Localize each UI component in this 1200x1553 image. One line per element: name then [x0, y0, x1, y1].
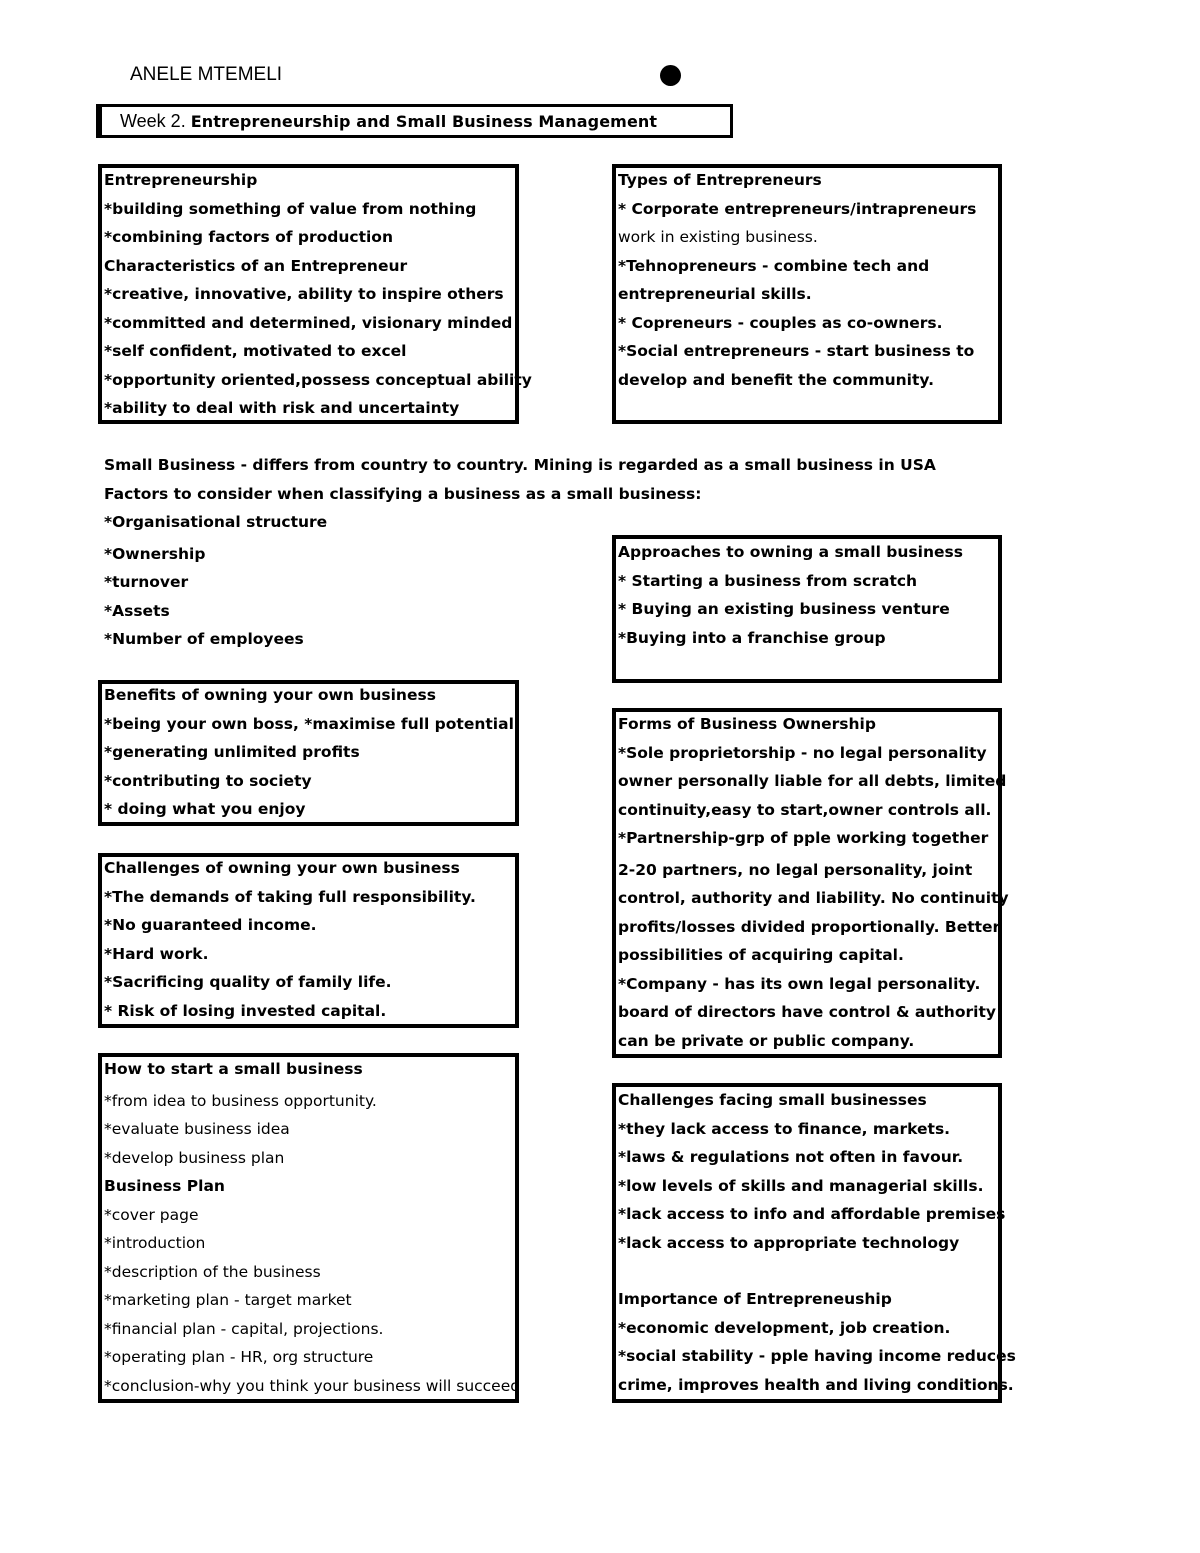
- list-item: *description of the business: [104, 1262, 321, 1281]
- list-item: * Copreneurs - couples as co-owners.: [618, 313, 943, 332]
- list-item: *Ownership: [104, 544, 206, 563]
- list-item: board of directors have control & authority: [618, 1003, 996, 1021]
- list-item: *No guaranteed income.: [104, 916, 317, 934]
- list-item: *economic development, job creation.: [618, 1318, 951, 1337]
- section-heading: Approaches to owning a small business: [618, 543, 963, 561]
- list-item: *Tehnopreneurs - combine tech and: [618, 256, 930, 275]
- list-item: *being your own boss, *maximise full potential: [104, 714, 514, 733]
- list-item: *ability to deal with risk and uncertainty: [104, 399, 460, 417]
- list-item: *develop business plan: [104, 1148, 285, 1167]
- list-item: *Social entrepreneurs - start business to: [618, 342, 975, 360]
- list-item: *Partnership-grp of pple working together: [618, 829, 989, 847]
- section-heading: Importance of Entrepreneuship: [618, 1290, 892, 1308]
- how-to-start-text: [104, 1055, 520, 1400]
- page-title: [96, 104, 733, 138]
- list-item: *creative, innovative, ability to inspire others: [104, 285, 504, 303]
- list-item: *Organisational structure: [104, 513, 328, 531]
- list-item: *self confident, motivated to excel: [104, 342, 407, 360]
- list-item: *financial plan - capital, projections.: [104, 1319, 384, 1338]
- list-item: * Risk of losing invested capital.: [104, 1001, 387, 1020]
- section-heading: Business Plan: [104, 1177, 225, 1195]
- list-item: *lack access to appropriate technology: [618, 1233, 960, 1252]
- list-item: develop and benefit the community.: [618, 370, 934, 389]
- list-item: work in existing business.: [618, 228, 818, 246]
- list-item: * doing what you enjoy: [104, 800, 306, 818]
- section-heading: Types of Entrepreneurs: [618, 171, 822, 189]
- list-item: *introduction: [104, 1234, 206, 1252]
- list-item: owner personally liable for all debts, limited: [618, 772, 1007, 790]
- list-item: * Corporate entrepreneurs/intrapreneurs: [618, 199, 977, 218]
- section-heading: Small Business - differs from country to country. Mining is regarded as a small business in USA: [104, 456, 936, 474]
- challenges-small-text: [618, 1086, 1005, 1257]
- approaches-text: [618, 538, 963, 652]
- list-item: *committed and determined, visionary minded: [104, 313, 513, 332]
- list-item: *The demands of taking full responsibility.: [104, 887, 476, 906]
- list-item: *turnover: [104, 573, 189, 591]
- list-item: *combining factors of production: [104, 228, 393, 246]
- list-item: *Hard work.: [104, 944, 209, 963]
- list-item: crime, improves health and living conditions.: [618, 1375, 1014, 1394]
- list-item: *contributing to society: [104, 771, 312, 790]
- list-item: *from idea to business opportunity.: [104, 1091, 377, 1110]
- author-name: ANELE MTEMELI: [130, 64, 283, 85]
- section-heading: Challenges facing small businesses: [618, 1091, 927, 1109]
- list-item: *marketing plan - target market: [104, 1291, 352, 1309]
- entrepreneurship-text: [104, 166, 532, 423]
- list-item: 2-20 partners, no legal personality, joint: [618, 860, 973, 879]
- section-heading: Characteristics of an Entrepreneur: [104, 256, 408, 275]
- list-item: control, authority and liability. No continuity: [618, 889, 1009, 907]
- list-item: * Starting a business from scratch: [618, 571, 918, 590]
- list-item: *laws & regulations not often in favour.: [618, 1148, 964, 1166]
- list-item: *generating unlimited profits: [104, 743, 360, 761]
- list-item: continuity,easy to start,owner controls all.: [618, 800, 992, 819]
- list-item: *Buying into a franchise group: [618, 628, 886, 647]
- list-item: *Assets: [104, 601, 170, 620]
- list-item: can be private or public company.: [618, 1031, 915, 1050]
- list-item: *operating plan - HR, org structure: [104, 1348, 374, 1366]
- list-item: possibilities of acquiring capital.: [618, 946, 904, 964]
- list-item: *Sacrificing quality of family life.: [104, 973, 392, 991]
- list-item: *conclusion-why you think your business will succeed: [104, 1376, 521, 1395]
- section-heading: How to start a small business: [104, 1060, 363, 1078]
- subject-title: Entrepreneurship and Small Business Management: [190, 112, 658, 131]
- list-item: *social stability - pple having income reduces: [618, 1347, 1016, 1365]
- list-item: *lack access to info and affordable premises: [618, 1205, 1006, 1223]
- list-item: *they lack access to finance, markets.: [618, 1119, 951, 1138]
- section-heading: Challenges of owning your own business: [104, 859, 460, 877]
- challenges-own-text: [104, 854, 476, 1025]
- bullet-dot: [660, 65, 681, 86]
- section-heading: Forms of Business Ownership: [618, 715, 876, 733]
- list-item: *Company - has its own legal personality.: [618, 974, 981, 993]
- list-item: * Buying an existing business venture: [618, 600, 950, 618]
- list-item: *Number of employees: [104, 630, 304, 648]
- list-item: *opportunity oriented,possess conceptual ability: [104, 370, 532, 389]
- list-item: *Sole proprietorship - no legal personality: [618, 743, 987, 762]
- importance-text: [618, 1285, 1016, 1399]
- types-text: [618, 166, 976, 394]
- benefits-text: [104, 681, 514, 824]
- list-item: *low levels of skills and managerial skills.: [618, 1176, 984, 1195]
- paragraph: Factors to consider when classifying a business as a small business:: [104, 484, 702, 503]
- section-heading: Benefits of owning your own business: [104, 686, 436, 704]
- list-item: *cover page: [104, 1205, 199, 1224]
- list-item: *building something of value from nothing: [104, 199, 477, 218]
- list-item: entrepreneurial skills.: [618, 285, 812, 303]
- list-item: *evaluate business idea: [104, 1120, 290, 1138]
- list-item: profits/losses divided proportionally. Better: [618, 917, 1001, 936]
- section-heading: Entrepreneurship: [104, 171, 258, 189]
- forms-text: [618, 710, 1009, 1055]
- week-label: Week 2.: [120, 111, 186, 131]
